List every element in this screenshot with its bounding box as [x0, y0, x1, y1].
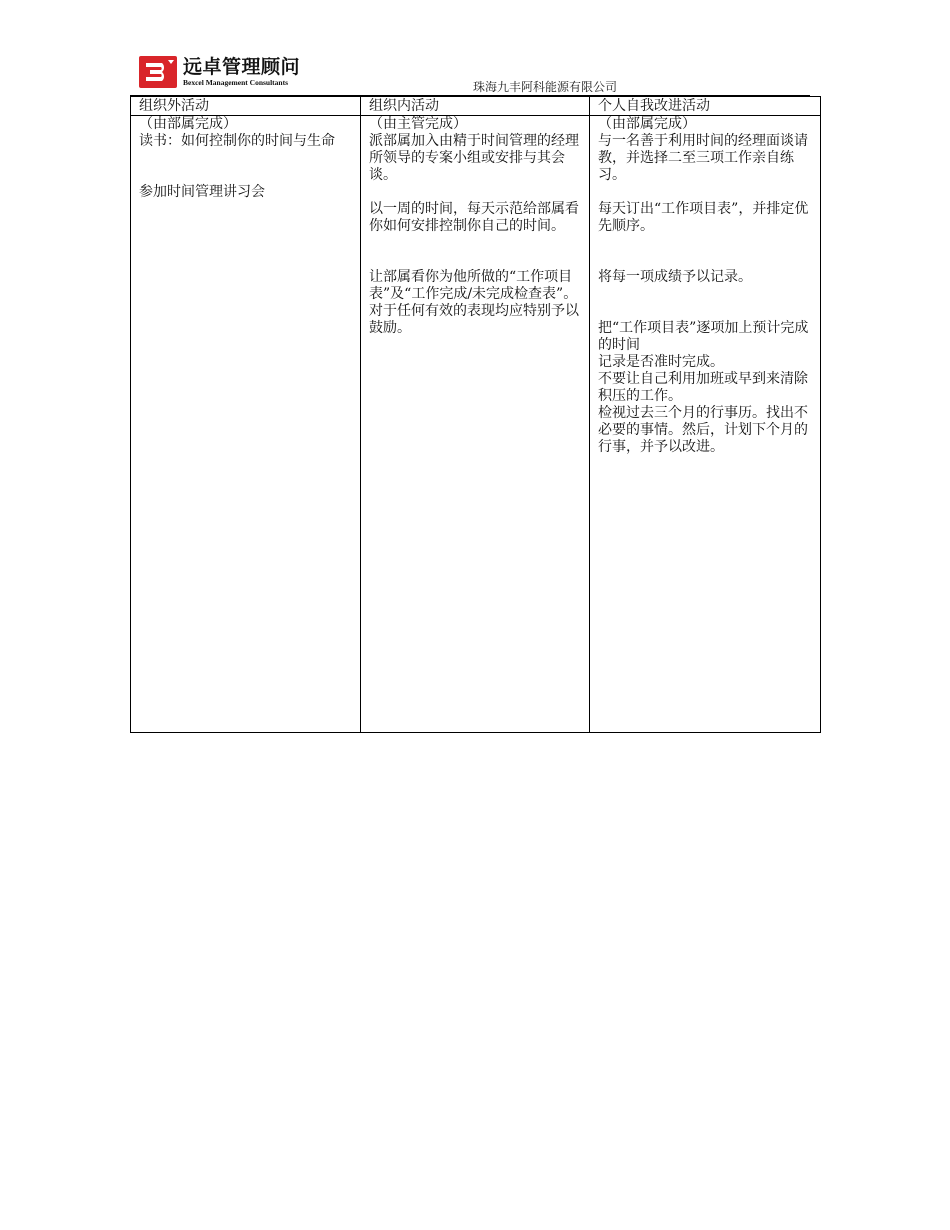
self-item-record: 将每一项成绩予以记录。 — [598, 269, 752, 285]
external-performer: （由部属完成） — [139, 116, 237, 132]
self-item-review-calendar: 检视过去三个月的行事历。找出不必要的事情。然后，计划下个月的行事，并予以改进。 — [598, 405, 808, 455]
table-row — [131, 116, 821, 733]
self-item-daily-list: 每天订出“工作项目表”，并排定优先顺序。 — [598, 201, 809, 234]
self-item-estimate-time: 把“工作项目表”逐项加上预计完成的时间 — [598, 320, 809, 353]
company-name: 珠海九丰阿科能源有限公司 — [473, 80, 618, 94]
logo-english-name: Bexcel Management Consultants — [183, 78, 288, 87]
logo-mark-icon — [138, 55, 178, 89]
self-improvement-cell — [590, 116, 821, 733]
activity-table — [130, 96, 821, 733]
internal-performer: （由主管完成） — [369, 116, 467, 132]
self-item-on-time: 记录是否准时完成。 — [598, 354, 724, 370]
logo-chinese-name: 远卓管理顾问 — [183, 56, 301, 78]
self-performer: （由部属完成） — [598, 116, 696, 132]
column-header-external: 组织外活动 — [131, 97, 361, 116]
external-item-reading: 读书：如何控制你的时间与生命 — [139, 133, 335, 149]
internal-activities-cell — [361, 116, 590, 733]
internal-item-project-team: 派部属加入由精于时间管理的经理所领导的专案小组或安排与其会谈。 — [369, 133, 579, 183]
external-activities-cell — [131, 116, 361, 733]
column-header-internal: 组织内活动 — [361, 97, 590, 116]
self-item-interview: 与一名善于利用时间的经理面谈请教，并选择二至三项工作亲自练习。 — [598, 133, 808, 183]
internal-item-demonstrate: 以一周的时间，每天示范给部属看你如何安排控制你自己的时间。 — [369, 201, 579, 234]
internal-item-show-lists: 让部属看你为他所做的“工作项目表”及“工作完成/未完成检查表”。对于任何有效的表现均应特别予以鼓励。 — [369, 269, 579, 336]
external-item-seminar: 参加时间管理讲习会 — [139, 184, 265, 200]
self-item-no-overtime: 不要让自己利用加班或早到来清除积压的工作。 — [598, 371, 808, 404]
company-logo — [138, 55, 300, 89]
column-header-self-improvement: 个人自我改进活动 — [590, 97, 821, 116]
table-header-row — [131, 97, 821, 116]
